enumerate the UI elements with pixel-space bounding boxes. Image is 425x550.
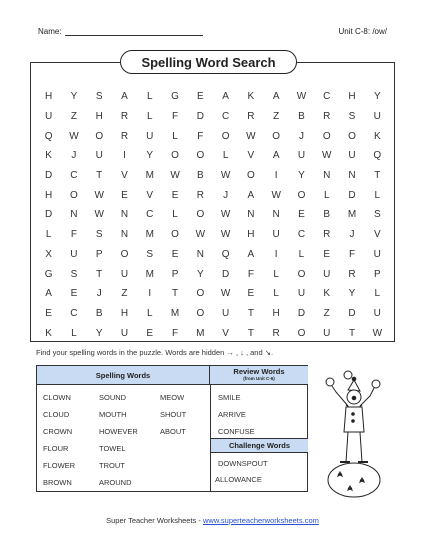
grid-letter: O [196,150,205,162]
grid-letter: O [196,307,205,319]
grid-letter: U [373,111,381,123]
grid-letter: H [120,307,129,319]
grid-letter: V [373,229,381,241]
grid-letter: U [120,268,129,280]
spelling-word: TROUT [99,461,125,470]
grid-letter: A [247,248,255,260]
grid-letter: B [95,307,103,319]
grid-letter: O [297,189,306,201]
grid-letter: H [95,111,103,123]
name-line[interactable] [65,28,203,36]
grid-letter: O [120,248,129,260]
grid-letter: K [373,130,381,142]
name-field[interactable] [38,27,203,36]
grid-letter: A [272,91,280,103]
grid-letter: C [323,91,331,103]
grid-letter: N [348,170,356,182]
grid-letter: K [45,327,52,339]
grid-letter: F [171,327,179,339]
grid-letter: F [70,229,77,241]
grid-letter: I [274,248,278,260]
grid-letter: I [274,170,278,182]
clown-body [344,407,364,432]
grid-letter: R [323,229,331,241]
grid-letter: C [297,229,306,241]
grid-letter: W [322,150,332,162]
spelling-word: TOWEL [99,444,126,453]
grid-letter: W [296,91,307,103]
grid-letter: L [172,209,178,221]
grid-letter: L [374,288,381,300]
spelling-word: CLOWN [43,393,71,402]
grid-letter: S [348,111,356,123]
grid-letter: W [170,170,180,182]
grid-letter: U [297,150,306,162]
spelling-word: AROUND [99,478,132,487]
grid-letter: O [196,288,205,300]
grid-letter: S [95,229,103,241]
grid-letter: H [45,91,53,103]
grid-letter: L [374,189,381,201]
spelling-word: CROWN [43,427,73,436]
grid-letter: J [223,189,229,201]
grid-letter: Y [146,150,154,162]
letter-grid [36,87,390,343]
grid-letter: T [247,327,254,339]
spelling-words-heading: Spelling Words [37,366,210,385]
grid-letter: O [221,130,230,142]
grid-letter: H [272,307,280,319]
grid-letter: M [196,327,205,339]
grid-letter: M [145,170,154,182]
grid-letter: H [247,229,255,241]
grid-letter: L [273,268,279,280]
name-label: Name: [38,27,62,36]
grid-letter: E [323,248,331,260]
grid-letter: E [298,209,305,221]
grid-letter: U [373,248,381,260]
grid-letter: L [146,111,153,123]
instructions: Find your spelling words in the puzzle. Words are hidden → , ↓ , and ↘. [36,348,274,357]
grid-letter: U [373,307,381,319]
review-word: CONFUSE [218,427,255,436]
grid-letter: N [323,170,331,182]
grid-row [36,225,390,245]
grid-letter: B [298,111,305,123]
grid-letter: W [372,327,383,339]
grid-letter: R [247,111,255,123]
spelling-word: MOUTH [99,410,127,419]
grid-letter: W [220,209,231,221]
grid-letter: J [71,150,77,162]
grid-letter: U [348,150,356,162]
grid-letter: W [220,170,231,182]
spelling-word: CLOUD [43,410,70,419]
grid-letter: K [45,150,52,162]
grid-letter: T [171,288,179,300]
grid-letter: R [323,111,331,123]
grid-letter: J [298,130,304,142]
grid-letter: Y [95,327,103,339]
grid-letter: U [45,111,53,123]
grid-letter: O [272,130,281,142]
spelling-word: FLOUR [43,444,69,453]
grid-letter: V [247,150,255,162]
grid-letter: J [96,288,102,300]
grid-letter: U [70,248,78,260]
grid-letter: Q [44,130,53,142]
grid-letter: L [222,150,229,162]
grid-row [36,323,390,343]
clown-hat [348,380,360,391]
grid-letter: L [45,229,52,241]
spelling-word: HOWEVER [99,427,138,436]
grid-letter: U [297,288,306,300]
grid-letter: D [221,268,230,280]
grid-letter: R [348,268,356,280]
grid-letter: W [195,229,206,241]
grid-letter: U [323,268,331,280]
grid-letter: R [120,111,129,123]
grid-letter: S [95,91,103,103]
grid-letter: Z [121,288,128,300]
grid-letter: D [348,307,356,319]
footer [0,516,425,525]
grid-letter: Q [221,248,230,260]
grid-letter: S [146,248,154,260]
grid-letter: F [348,248,356,260]
grid-letter: O [171,229,179,241]
grid-letter: O [348,130,356,142]
grid-letter: C [70,170,78,182]
challenge-words-heading: Challenge Words [211,438,308,453]
spelling-word: SHOUT [160,410,187,419]
grid-letter: A [121,91,128,103]
review-words-header [210,366,308,385]
grid-row [36,126,390,146]
grid-letter: U [146,130,154,142]
grid-letter: O [70,189,78,201]
grid-letter: A [45,288,52,300]
grid-letter: V [121,170,128,182]
grid-letter: I [148,288,152,300]
grid-letter: N [70,209,78,221]
spelling-word: FLOWER [43,461,76,470]
grid-letter: R [120,130,129,142]
grid-letter: R [272,327,280,339]
grid-letter: D [297,307,306,319]
grid-letter: E [171,189,179,201]
grid-letter: Y [348,288,356,300]
grid-letter: V [146,189,154,201]
footer-link[interactable]: www.superteacherworksheets.com [202,516,319,525]
grid-letter: C [70,307,78,319]
grid-letter: T [96,268,103,280]
grid-letter: E [247,288,255,300]
grid-letter: M [170,307,180,319]
grid-letter: N [196,248,204,260]
grid-letter: B [323,209,331,221]
grid-letter: Y [196,268,204,280]
grid-letter: O [171,150,179,162]
grid-letter: M [347,209,357,221]
grid-letter: L [146,307,153,319]
grid-letter: O [322,130,331,142]
grid-letter: N [120,209,129,221]
grid-letter: W [94,189,104,201]
grid-letter: J [349,229,355,241]
grid-letter: T [374,170,381,182]
challenge-word: ALLOWANCE [215,475,262,484]
grid-letter: W [246,130,256,142]
grid-row [36,166,390,186]
grid-letter: N [247,209,255,221]
grid-row [36,107,390,127]
grid-letter: D [196,111,204,123]
juggling-ball [344,371,352,379]
grid-letter: U [120,327,129,339]
grid-row [36,304,390,324]
grid-letter: M [145,268,154,280]
grid-letter: A [222,91,229,103]
grid-letter: E [121,189,128,201]
challenge-word: DOWNSPOUT [218,459,268,468]
grid-letter: U [95,150,103,162]
grid-letter: H [45,189,53,201]
grid-letter: Z [70,111,77,123]
grid-letter: F [197,130,204,142]
spelling-word: SOUND [99,393,127,402]
juggling-ball [326,378,334,386]
grid-row [36,205,390,225]
grid-letter: Y [373,91,381,103]
grid-letter: L [71,327,77,339]
grid-row [36,245,390,265]
grid-letter: H [348,91,356,103]
grid-row [36,185,390,205]
grid-letter: A [247,189,255,201]
spelling-word: BROWN [43,478,72,487]
grid-letter: C [146,209,154,221]
grid-row [36,87,390,107]
grid-letter: O [247,170,255,182]
grid-row [36,146,390,166]
grid-letter: U [272,229,280,241]
grid-letter: F [171,111,179,123]
grid-letter: Y [70,91,78,103]
grid-letter: N [120,229,129,241]
grid-letter: N [272,209,280,221]
grid-letter: P [373,268,381,280]
grid-letter: U [323,327,331,339]
grid-letter: T [96,170,103,182]
grid-letter: W [271,189,281,201]
unit-label: Unit C-8: /ow/ [338,27,387,36]
grid-letter: D [45,170,53,182]
grid-letter: K [247,91,255,103]
grid-letter: E [146,327,154,339]
grid-letter: W [94,209,104,221]
clown-ball [328,463,380,497]
grid-letter: Z [323,307,330,319]
grid-letter: L [298,248,305,260]
grid-letter: E [196,91,204,103]
grid-letter: S [70,268,78,280]
grid-letter: V [222,327,229,339]
grid-letter: L [172,130,178,142]
grid-letter: M [145,229,154,241]
grid-letter: A [272,150,280,162]
grid-letter: D [45,209,53,221]
grid-letter: O [297,268,306,280]
grid-letter: D [348,189,356,201]
grid-row [36,284,390,304]
review-words-subheading: (from Unit C-6) [243,376,275,381]
grid-row [36,264,390,284]
grid-letter: T [348,327,356,339]
grid-letter: W [220,229,231,241]
grid-letter: T [247,307,254,319]
grid-letter: E [45,307,52,319]
grid-letter: C [221,111,230,123]
review-word: SMILE [218,393,241,402]
grid-letter: X [45,248,52,260]
grid-letter: U [221,307,230,319]
grid-letter: L [146,91,153,103]
grid-letter: O [95,130,104,142]
grid-letter: O [297,327,306,339]
grid-letter: W [69,130,79,142]
word-table [36,365,308,492]
grid-letter: Y [298,170,305,182]
review-word: ARRIVE [218,410,246,419]
spelling-word: MEOW [160,393,185,402]
grid-letter: P [171,268,179,280]
grid-letter: K [323,288,331,300]
grid-letter: R [196,189,204,201]
grid-letter: G [44,268,53,280]
grid-letter: O [196,209,205,221]
grid-letter: W [220,288,231,300]
grid-letter: B [196,170,204,182]
grid-letter: E [70,288,78,300]
grid-letter: P [95,248,103,260]
page-title: Spelling Word Search [120,50,297,74]
spelling-word: ABOUT [160,427,186,436]
grid-letter: Q [373,150,382,162]
grid-letter: L [273,288,279,300]
grid-letter: E [171,248,179,260]
juggling-ball [372,380,380,388]
grid-letter: G [171,91,179,103]
grid-letter: L [323,189,330,201]
grid-letter: F [247,268,254,280]
grid-letter: I [123,150,126,162]
review-words-heading: Review Words [233,367,285,376]
grid-letter: S [373,209,381,221]
footer-text: Super Teacher Worksheets - [106,516,203,525]
grid-letter: Z [273,111,280,123]
clown-illustration [308,370,398,500]
